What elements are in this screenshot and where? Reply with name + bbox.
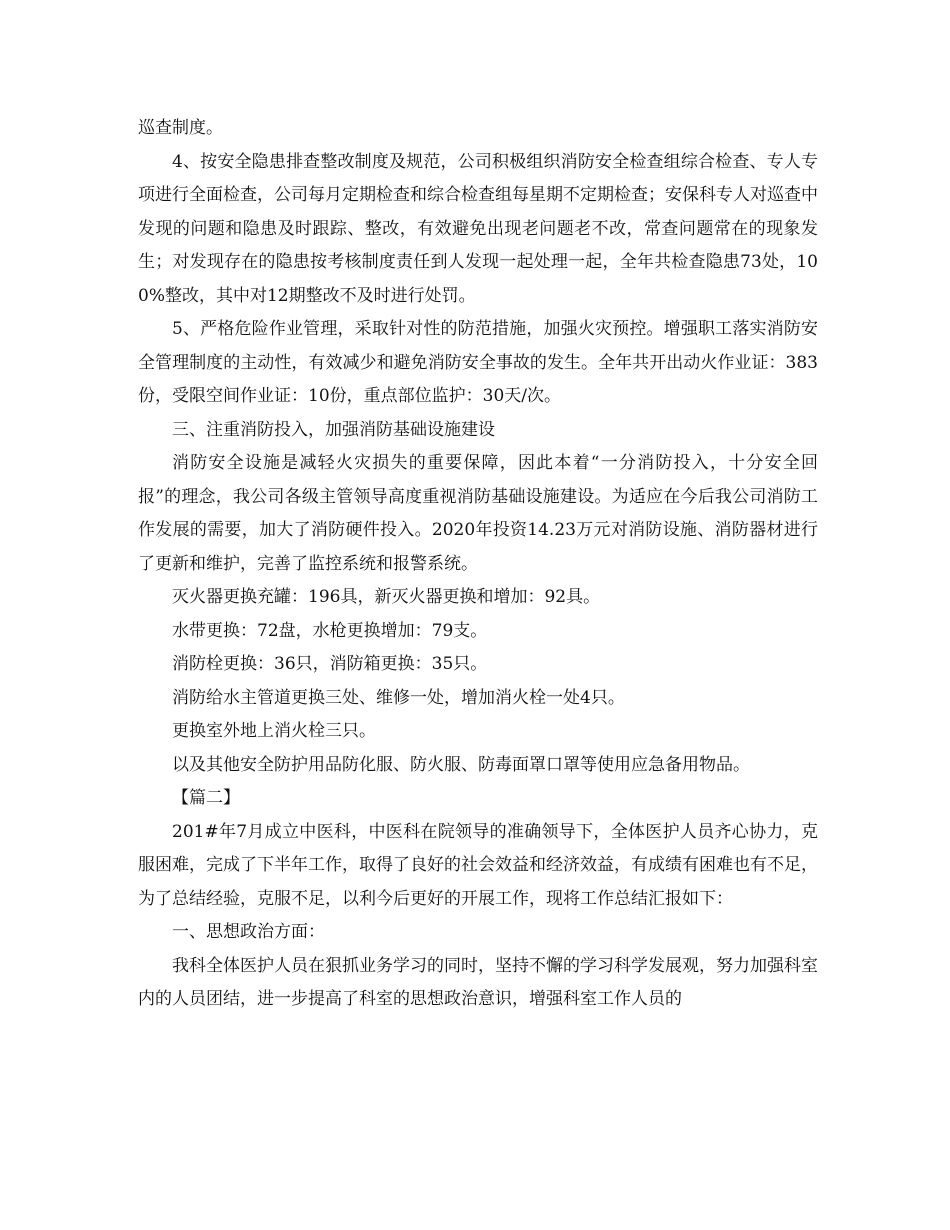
document-body [138,112,818,1017]
paragraph-tcm-department-intro: 201#年7月成立中医科，中医科在院领导的准确领导下，全体医护人员齐心协力，克服困难，完成了下半年工作，取得了良好的社会效益和经济效益，有成绩有困难也有不足，为了总结经验，克服不足，以利今后更好的开展工作，现将工作总结汇报如下： [138,821,818,909]
paragraph-political-study: 我科全体医护人员在狠抓业务学习的同时，坚持不懈的学习科学发展观，努力加强科室内的人员团结，进一步提高了科室的思想政治意识，增强科室工作人员的 [138,955,818,1009]
paragraph-water-mains: 消防给水主管道更换三处、维修一处，增加消火栓一处4只。 [172,687,625,708]
paragraph-patrol-system-end: 巡查制度。 [138,118,223,138]
paragraph-extinguishers: 灭火器更换充罐：196具，新灭火器更换和增加：92具。 [172,587,601,607]
paragraph-hydrants: 消防栓更换：36只，消防箱更换：35只。 [172,654,488,674]
paragraph-protective-equipment: 以及其他安全防护用品防化服、防火服、防毒面罩口罩等使用应急备用物品。 [172,754,750,775]
paragraph-outdoor-hydrants: 更换室外地上消火栓三只。 [172,721,376,741]
section-title-part-two: 【篇二】 [172,788,240,808]
section-heading-fire-investment: 三、注重消防投入，加强消防基础设施建设 [172,419,495,440]
paragraph-item-4-hazard-inspection: 4、按安全隐患排查整改制度及规范，公司积极组织消防安全检查组综合检查、专人专项进行全面检查，公司每月定期检查和综合检查组每星期不定期检查；安保科专人对巡查中发现的问题和隐患及时跟踪、整改，有效避免出现老问题老不改，常查问题常在的现象发生；对发现存在的隐患按考核制度责任到人发现一起处理一起，全年共检查隐患73处，100%整改，其中对12期整改不及时进行处罚。 [138,151,818,306]
section-heading-political-thought: 一、思想政治方面： [172,922,325,942]
paragraph-item-5-hazardous-work: 5、严格危险作业管理，采取针对性的防范措施，加强火灾预控。增强职工落实消防安全管理制度的主动性，有效减少和避免消防安全事故的发生。全年共开出动火作业证：383份，受限空间作业证：10份，重点部位监护：30天/次。 [138,319,818,406]
paragraph-fire-facilities: 消防安全设施是减轻火灾损失的重要保障，因此本着“一分消防投入，十分安全回报”的理念，我公司各级主管领导高度重视消防基础设施建设。为适应在今后我公司消防工作发展的需要，加大了消防硬件投入。2020年投资14.23万元对消防设施、消防器材进行了更新和维护，完善了监控系统和报警系统。 [138,453,818,574]
paragraph-hoses: 水带更换：72盘，水枪更换增加：79支。 [172,620,488,641]
